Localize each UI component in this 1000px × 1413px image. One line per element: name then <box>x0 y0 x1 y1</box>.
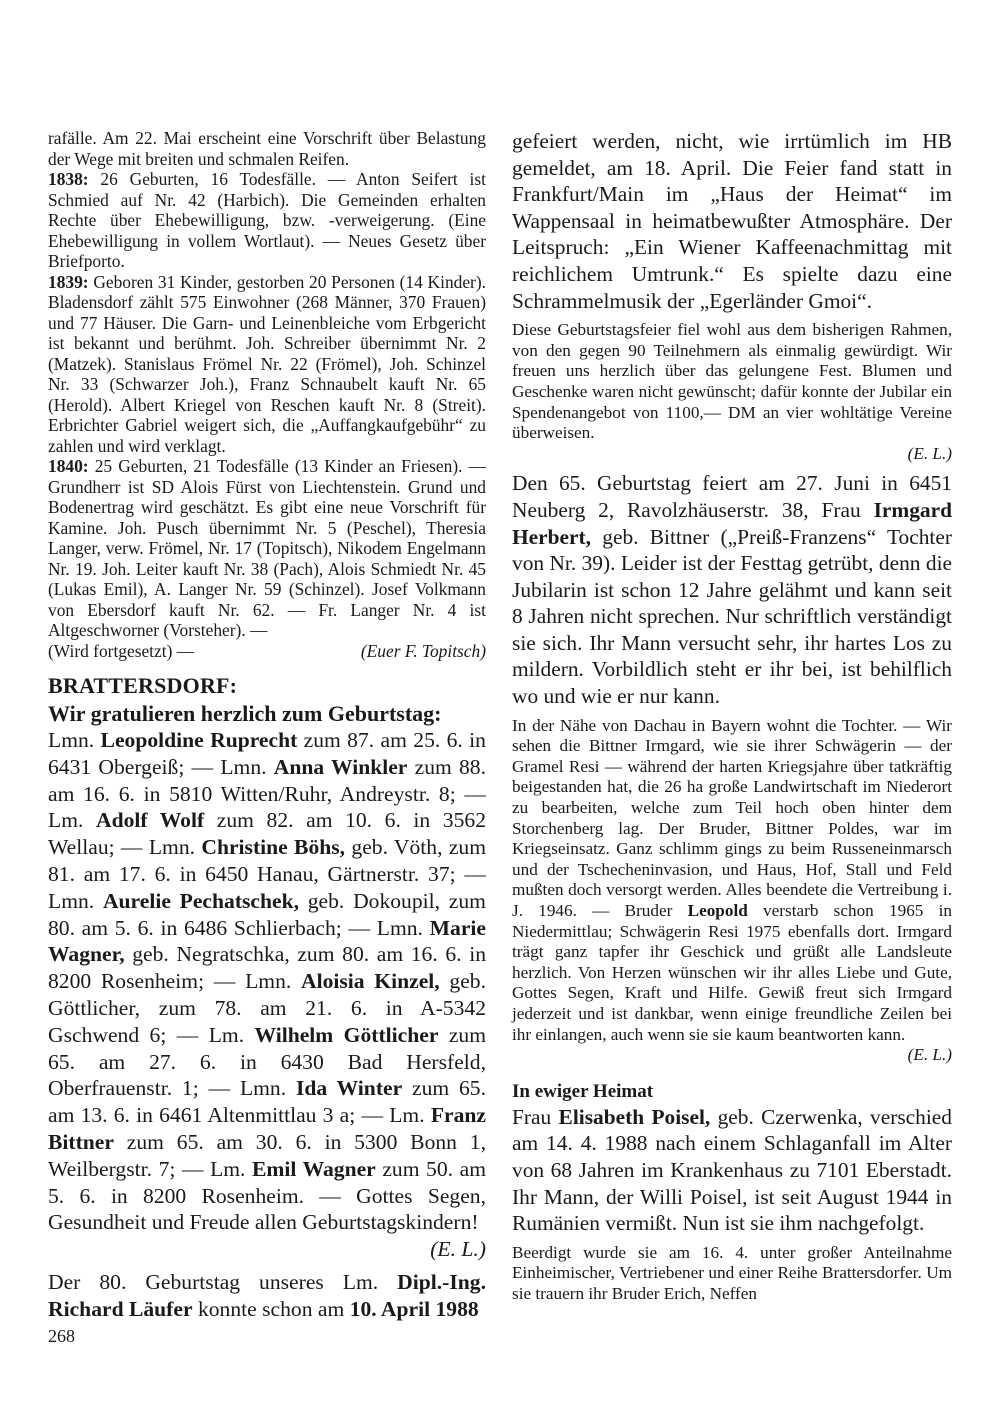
celebration-paragraph: gefeiert werden, nicht, wie irrtümlich im HB gemeldet, am 18. April. Die Feier fand statt in Frankfurt/Main im „Haus der Heimat“ im Wappensaal in heimatbewußter Atmosphäre. Der Leitspruch: „Ein Wiener Kaffeenachmittag mit reichlichem Umtrunk.“ Es spielte dazu eine Schrammelmusik der „Egerländer Gmoi“. <box>512 129 952 313</box>
person-name: Ida Winter <box>295 1076 403 1101</box>
text: geb. Göttlicher, zum 78. am 21. 6. in A-5342 Gschwend 6; — Lm. <box>48 969 486 1047</box>
birthday-list <box>48 727 486 1236</box>
person-name: Aloisia Kinzel, <box>301 969 440 994</box>
text: verstarb schon 1965 in Niedermittlau; Schwägerin Resi 1975 ebenfalls dort. Irmgard trägt ganz tapfer ihr Geschick und grüßt alle Landsleute herzlich. Von Herzen wünschen wir ihr alles Liebe und Gute, Gottes Segen, Kraft und Hilfe. Gewiß freut sich Irmgard jederzeit und ist dankbar, wenn einige freundliche Zeilen bei ihr einlangen, auch wenn sie sie kaum beantworten kann. <box>512 901 953 1044</box>
text: geb. Dokoupil, zum 80. am 5. 6. in 6486 Schlierbach; — Lmn. <box>48 888 486 940</box>
left-column <box>48 128 486 1323</box>
text: zum 87. am 25. 6. in 6431 Obergeiß; — Lmn. <box>48 728 486 779</box>
year-label: 1839: <box>48 271 89 292</box>
person-name: Dipl.-Ing. Richard Läufer <box>48 1269 486 1321</box>
editor-signature: (E. L.) <box>430 1237 486 1262</box>
celebration-review <box>512 320 952 444</box>
text: geb. Negratschka, zum 80. am 16. 6. in 8200 Rosenheim; — Lmn. <box>48 942 486 994</box>
date: 10. April 1988 <box>349 1296 479 1321</box>
text: Den 65. Geburtstag feiert am 27. Juni in 6451 Neuberg 2, Ravolzhäuserstr. 38, Frau <box>512 471 952 522</box>
editor-signature: (E. L.) <box>907 443 952 463</box>
text: geb. Vöth, zum 81. am 17. 6. in 6450 Hanau, Gärtnerstr. 37; — Lmn. <box>48 835 486 913</box>
section-title: BRATTERSDORF: <box>48 673 238 698</box>
author-signature: (Euer F. Topitsch) <box>360 640 486 661</box>
person-name: Wilhelm Göttlicher <box>254 1022 439 1047</box>
text: Der 80. Geburtstag unseres Lm. <box>48 1269 379 1294</box>
text: geb. Czerwenka, verschied am 14. 4. 1988 nach einem Schlaganfall im Alter von 68 Jahren im Krankenhaus zu 7101 Eberstadt. Ihr Mann, der Willi Poisel, ist seit August 1944 in Rumänien vermißt. Nun ist sie ihm nachgefolgt. <box>512 1104 952 1236</box>
laufer-paragraph <box>48 1269 486 1323</box>
obituary-paragraph <box>512 1104 952 1237</box>
year-label: 1840: <box>48 456 89 476</box>
person-name: Emil Wagner <box>252 1156 376 1181</box>
chronicle-signature-row <box>48 641 486 662</box>
text: zum 88. am 16. 6. in 5810 Witten/Ruhr, Andreystr. 8; — Lm. <box>48 754 486 833</box>
funeral-paragraph: Beerdigt wurde sie am 16. 4. unter großer Anteilnahme Einheimischer, Vertriebener und einer Reihe Brattersdorfer. Um sie trauern ihr Bruder Erich, Neffen <box>512 1242 952 1303</box>
daughter-paragraph <box>512 716 952 1046</box>
person-name: Irmgard Herbert, <box>512 497 952 549</box>
text: konnte schon am <box>197 1296 345 1321</box>
text: Frau <box>512 1104 552 1129</box>
text: zum 65. am 30. 6. in 5300 Bonn 1, Weilbergstr. 7; — Lm. <box>48 1129 486 1181</box>
chronicle-text: 26 Geburten, 16 Todesfälle. — Anton Seifert ist Schmied auf Nr. 42 (Harbich). Die Gemeinden erhalten Rechte über Ehebewilligung, bzw. -verweigerung. (Eine Ehebewilligung in vollem Wortlaut). — Neues Gesetz über Briefporto. <box>48 169 486 271</box>
chronicle-text: 25 Geburten, 21 Todesfälle (13 Kinder an Friesen). — Grundherr ist SD Alois Fürst von Liechtenstein. Grund und Bodenertrag wird geschätzt. Es gibt eine neue Vorschrift für Kamine. Joh. Pusch übernimmt Nr. 5 (Peschel), Theresia Langer, verw. Frömel, Nr. 17 (Topitsch), Nikodem Engelmann Nr. 19. Joh. Leiter kauft Nr. 38 (Pach), Alois Schmiedt Nr. 45 (Lukas Emil), A. Langer Nr. 59 (Schinzel). Josef Volkmann von Ebersdorf kauft Nr. 62. — Fr. Langer Nr. 4 ist Altgeschworner (Vorsteher). — <box>48 456 486 640</box>
text: zum 65. am 13. 6. in 6461 Altenmittlau 3 a; — Lm. <box>48 1076 487 1128</box>
congrats-heading: Wir gratulieren herzlich zum Geburtstag: <box>48 701 442 726</box>
editor-signature: (E. L.) <box>907 1045 952 1065</box>
text: Diese Geburtstagsfeier fiel wohl aus dem bisherigen Rahmen, von den gegen 90 Teilnehmern als einmalig gewürdigt. Wir freuen uns herzlich über das gelungene Fest. Blumen und Geschenke waren nicht gewünscht; dafür konnte der Jubilar ein Spendenangebot von 1100,— DM an vier wohltätige Vereine überweisen. <box>512 320 952 443</box>
daughter-signature-row <box>512 1045 952 1066</box>
text: zum 82. am 10. 6. in 3562 Wellau; — Lmn. <box>48 808 486 860</box>
person-name: Leopoldine Ruprecht <box>100 728 298 752</box>
person-name: Anna Winkler <box>273 754 408 779</box>
person-name: Marie Wagner, <box>48 915 486 967</box>
person-name: Adolf Wolf <box>95 808 205 833</box>
person-name: Elisabeth Poisel, <box>558 1104 711 1129</box>
birthday-signature-row <box>48 1236 486 1263</box>
person-name: Aurelie Pechatschek, <box>102 888 299 913</box>
person-name: Christine Böhs, <box>201 835 346 860</box>
chronicle-1838 <box>48 169 486 272</box>
person-name: Leopold <box>687 901 748 920</box>
text: Lmn. <box>48 728 95 752</box>
chronicle-1839 <box>48 272 486 457</box>
right-column <box>512 128 952 1305</box>
obituary-heading: In ewiger Heimat <box>512 1080 654 1102</box>
text: geb. Bittner („Preiß-Franzens“ Tochter von Nr. 39). Leider ist der Festtag getrübt, denn die Jubilarin ist schon 12 Jahre gelähmt und kann seit 8 Jahren nicht sprechen. Nur schriftlich verständigt sie sich. Ihr Mann versucht sehr, ihr hartes Los zu mildern. Vorbildlich steht er ihr bei, ist behilflich wo und wie er nur kann. <box>512 524 952 709</box>
chronicle-intro: rafälle. Am 22. Mai erscheint eine Vorschrift über Belastung der Wege mit breiten und schmalen Reifen. <box>48 128 486 169</box>
chronicle-text: Geboren 31 Kinder, gestorben 20 Personen (14 Kinder). Bladensdorf zählt 575 Einwohner (268 Männer, 370 Frauen) und 77 Häuser. Die Garn- und Leinenbleiche vom Erbgericht ist bekannt und berühmt. Joh. Schreiber übernimmt Nr. 2 (Matzek). Stanislaus Frömel Nr. 22 (Frömel), Joh. Schinzel Nr. 33 (Schwarzer Joh.), Franz Schnaubelt kauft Nr. 65 (Herold). Albert Kriegel von Reschen kauft Nr. 8 (Streit). Erbrichter Gabriel weigert sich, die „Auffangkaufgebühr“ zu zahlen und wird verklagt. <box>48 271 486 456</box>
text: In der Nähe von Dachau in Bayern wohnt die Tochter. — Wir sehen die Bittner Irmgard, wie sie ihrer Schwägerin — der Gramel Resi — während der harten Kriegsjahre über tatkräftig beigestanden hat, die 26 ha große Landwirtschaft im Niederort zu bearbeiten, welche zum Teil hoch oben hinter dem Storchenberg lag. Der Bruder, Bittner Poldes, war im Kriegseinsatz. Ganz schlimm gings zu beim Russeneinmarsch und der Tschecheninvasion, und Haus, Hof, Stall und Feld mußten doch versorgt werden. Alles beendete die Vertreibung i. J. 1946. — Bruder <box>512 715 952 920</box>
review-signature-row <box>512 444 952 465</box>
text: zum 50. am 5. 6. in 8200 Rosenheim. — Gottes Segen, Gesundheit und Freude allen Geburtstagskindern! <box>48 1156 486 1235</box>
year-label: 1838: <box>48 169 89 189</box>
herbert-paragraph <box>512 470 952 709</box>
continued-note: (Wird fortgesetzt) — <box>48 640 195 661</box>
chronicle-1840 <box>48 456 486 641</box>
page-number: 268 <box>48 1326 75 1346</box>
text: zum 65. am 27. 6. in 6430 Bad Hersfeld, Oberfrauenstr. 1; — Lmn. <box>48 1022 486 1101</box>
person-name: Franz Bittner <box>48 1103 486 1154</box>
